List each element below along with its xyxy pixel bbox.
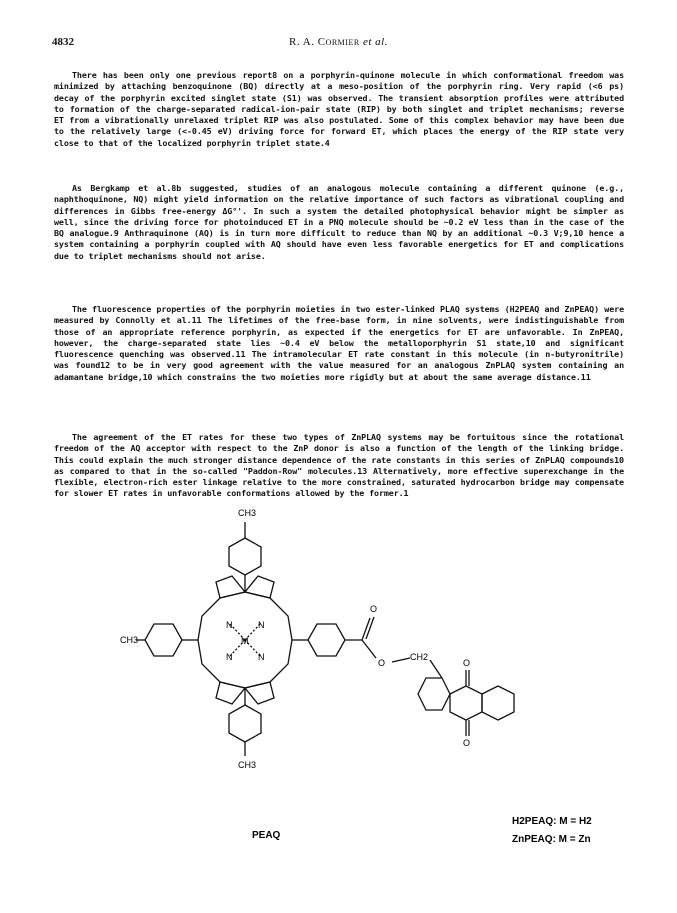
author-prefix: R. A. — [289, 36, 318, 48]
running-head — [52, 36, 625, 48]
paragraph-1: There has been only one previous report8 on a porphyrin-quinone molecule in which conformational freedom was minimized by attaching benzoquinone (BQ) directly at a meso-position of the porphyrin ring. Very rapid (<6 ps) decay of the porphyrin excited singlet state (S1) was observed. The transient absorption profiles were attributed to formation of the charge-separated radical-ion-pair state (RIP) by both singlet and triplet mechanisms; reverse ET from a vibrationally unrelaxed triplet RIP was also postulated. Some of this complex behavior may have been due to the relatively large (<-0.45 eV) driving force for forward ET, which places the energy of the RIP state very close to that of the localized porphyrin triplet state.4 — [54, 70, 624, 148]
n-atom-4: N — [258, 652, 265, 662]
ester-carbonyl-o: O — [370, 604, 378, 614]
page-number: 4832 — [52, 36, 74, 48]
author-suffix: et al. — [359, 36, 388, 48]
legend-h2peaq: H2PEAQ: M = H2 — [512, 816, 592, 827]
aq-oxygen-top: O — [463, 658, 471, 668]
methyl-top: CH3 — [238, 508, 257, 518]
legend-znpeaq: ZnPEAQ: M = Zn — [512, 834, 591, 845]
n-atom-1: N — [226, 620, 233, 630]
page-header — [52, 36, 625, 52]
ch2-group: CH2 — [410, 652, 429, 662]
structure-bonds — [136, 522, 514, 756]
ester-link-o: O — [378, 658, 386, 668]
metal-atom: M — [241, 636, 249, 646]
n-atom-2: N — [258, 620, 265, 630]
paragraph-4: The agreement of the ET rates for these two types of ZnPLAQ systems may be fortuitous since the rotational freedom of the AQ acceptor with respect to the ZnP donor is also a function of the length of the linking bridge. This could explain the much stronger distance dependence of the rate constants in this series of ZnPLAQ compounds10 as compared to that in the so-called "Paddon-Row" molecules.13 Alternatively, more effective superexchange in the flexible, electron-rich ester linkage relative to the more constrained, saturated hydrocarbon bridge may compensate for slower ET rates in unfavorable conformations allowed by the former.1 — [54, 432, 624, 499]
compound-label: PEAQ — [252, 830, 281, 841]
aq-oxygen-bottom: O — [463, 738, 471, 748]
n-atom-3: N — [226, 652, 233, 662]
peaq-structure-figure — [120, 500, 620, 860]
paragraph-3: The fluorescence properties of the porphyrin moieties in two ester-linked PLAQ systems (H2PEAQ and ZnPEAQ) were measured by Connolly et al.11 The lifetimes of the free-base form, in nine solvents, were indistinguishable from those of an appropriate reference porphyrin, as expected if the energetics for ET are unfavorable. In ZnPEAQ, however, the charge-separated state lies ~0.4 eV below the metalloporphyrin S1 state,10 and significant fluorescence quenching was observed.11 The intramolecular ET rate constant in this molecule (in n-butyronitrile) was found12 to be in very good agreement with the value measured for an analogous ZnPLAQ system containing an adamantane bridge,10 which constrains the two moieties more rigidly but at about the same average distance.11 — [54, 304, 624, 382]
methyl-bottom: CH3 — [238, 760, 257, 770]
methyl-left: CH3 — [120, 635, 139, 645]
paragraph-2: As Bergkamp et al.8b suggested, studies of an analogous molecule containing a different quinone (e.g., naphthoquinone, NQ) might yield information on the relative importance of such factors as vibrational coupling and differences in Gibbs free-energy ΔG°'. In such a system the detailed photophysical behavior might be simpler as well, since the driving force for photoinduced ET in a PNQ molecule should be ~0.2 eV less than in the case of the BQ analogue.9 Anthraquinone (AQ) is in turn more difficult to reduce than NQ by an additional ~0.3 V;9,10 hence a system containing a porphyrin coupled with AQ should have even less favorable energetics for ET and complications due to triplet mechanisms should not arise. — [54, 183, 624, 261]
author-surname: Cormier — [317, 36, 360, 48]
